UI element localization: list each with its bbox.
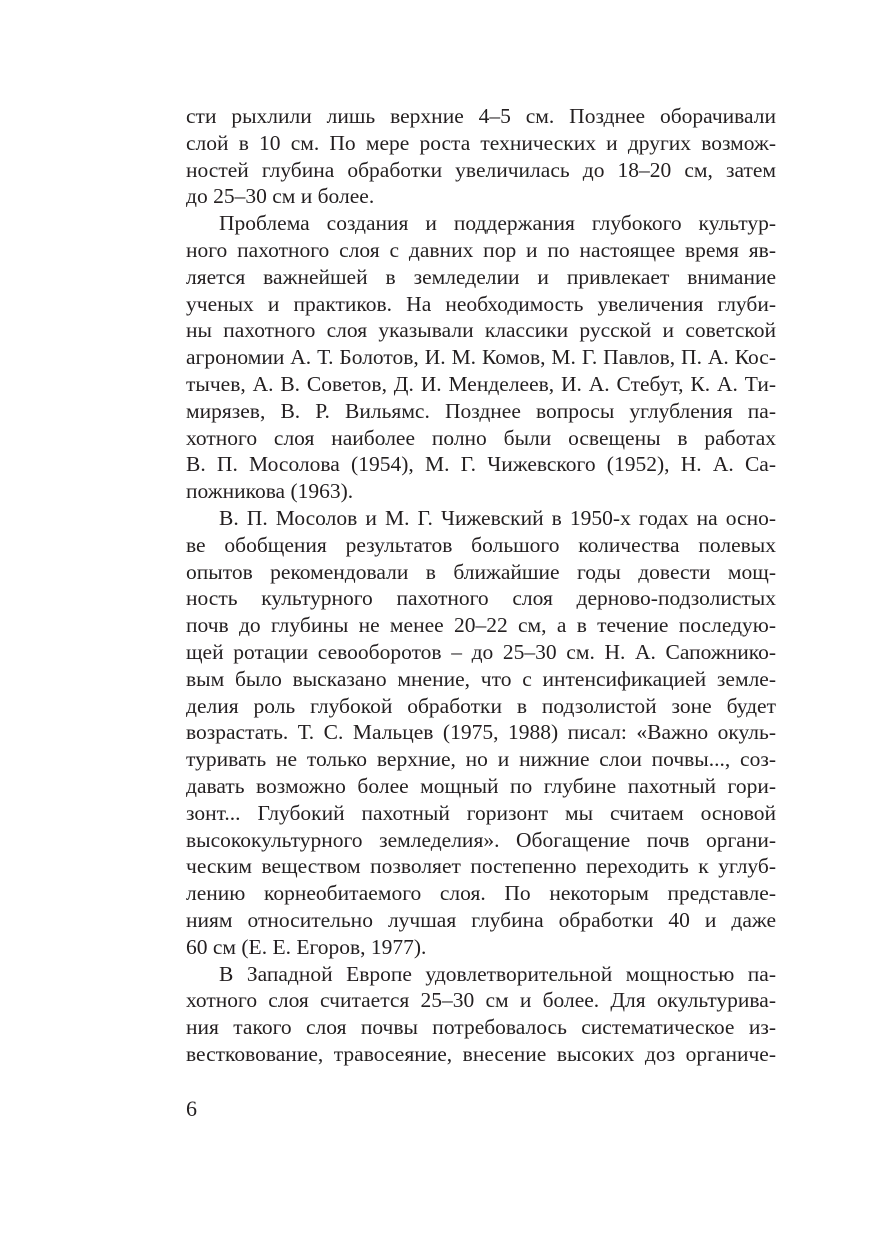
text-line: агрономии А. Т. Болотов, И. М. Комов, М. Г. Павлов, П. А. Кос- — [186, 345, 776, 370]
body-text — [186, 103, 776, 1068]
text-line: давать возможно более мощный по глубине пахотный гори- — [186, 773, 776, 798]
text-line: хотного слоя наиболее полно были освещены в работах — [186, 425, 776, 450]
text-line: возрастать. Т. С. Мальцев (1975, 1988) писал: «Важно окуль- — [186, 720, 776, 745]
text-line: В. П. Мосолова (1954), М. Г. Чижевского (1952), Н. А. Са- — [186, 452, 776, 477]
text-line: хотного слоя считается 25–30 см и более. Для окультурива- — [186, 988, 776, 1013]
text-line: вым было высказано мнение, что с интенсификацией земле- — [186, 666, 776, 691]
text-line: ностей глубина обработки увеличилась до 18–20 см, затем — [186, 157, 776, 182]
text-line: сти рыхлили лишь верхние 4–5 см. Позднее оборачивали — [186, 104, 776, 128]
text-line: лению корнеобитаемого слоя. По некоторым представле- — [186, 881, 776, 906]
text-line: ны пахотного слоя указывали классики русской и советской — [186, 318, 776, 343]
paragraph — [186, 505, 776, 961]
text-line: слой в 10 см. По мере роста технических и других возмож- — [186, 130, 776, 155]
text-line: делия роль глубокой обработки в подзолистой зоне будет — [186, 693, 776, 718]
text-line: почв до глубины не менее 20–22 см, а в течение последую- — [186, 613, 776, 638]
text-line: ученых и практиков. На необходимость увеличения глуби- — [186, 291, 776, 316]
text-line: ляется важнейшей в земледелии и привлекает внимание — [186, 264, 776, 289]
text-line: тычев, А. В. Советов, Д. И. Менделеев, И. А. Стебут, К. А. Ти- — [186, 371, 776, 396]
text-line: ве обобщения результатов большого количества полевых — [186, 532, 776, 557]
text-line: пожникова (1963). — [186, 479, 354, 504]
paragraph — [186, 103, 776, 210]
text-line: Проблема создания и поддержания глубокого культур- — [219, 211, 776, 236]
text-line: ность культурного пахотного слоя дерново-подзолистых — [186, 586, 776, 611]
text-line: ного пахотного слоя с давних пор и по настоящее время яв- — [186, 237, 776, 262]
text-line: 60 см (Е. Е. Егоров, 1977). — [186, 934, 427, 959]
text-line: ния такого слоя почвы потребовалось систематическое из- — [186, 1015, 776, 1040]
text-line: вестковование, травосеяние, внесение высоких доз органиче- — [186, 1041, 776, 1066]
text-line: ческим веществом позволяет постепенно переходить к углуб- — [186, 854, 776, 879]
text-line: мирязев, В. Р. Вильямс. Позднее вопросы углубления па- — [186, 398, 776, 423]
text-line: щей ротации севооборотов – до 25–30 см. Н. А. Сапожнико- — [186, 639, 776, 664]
text-line: зонт... Глубокий пахотный горизонт мы считаем основой — [186, 800, 776, 825]
text-line: В. П. Мосолов и М. Г. Чижевский в 1950-х годах на осно- — [219, 505, 776, 530]
text-line: туривать не только верхние, но и нижние слои почвы..., соз- — [186, 747, 776, 772]
text-line: до 25–30 см и более. — [186, 184, 375, 209]
paragraph — [186, 210, 776, 505]
text-line: высококультурного земледелия». Обогащение почв органи- — [186, 827, 776, 852]
text-line: В Западной Европе удовлетворительной мощностью па- — [219, 961, 776, 986]
text-line: ниям относительно лучшая глубина обработки 40 и даже — [186, 907, 776, 932]
paragraph — [186, 961, 776, 1068]
text-line: опытов рекомендовали в ближайшие годы довести мощ- — [186, 559, 776, 584]
page-number: 6 — [186, 1096, 197, 1121]
